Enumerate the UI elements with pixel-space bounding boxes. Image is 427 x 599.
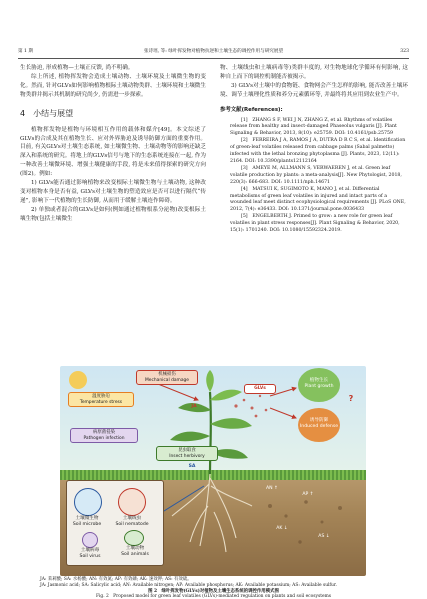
label-ja: JA (191, 404, 197, 409)
label-question-mark: ? (348, 394, 354, 403)
label-temperature-stress: 温度胁迫 Temperature stress (68, 392, 134, 407)
reference-item: [5] ENGELBERTH J. Primed to grow: a new role for green leaf volatiles in plant stress responses[J]. Plant Signaling & Behavior, 2020, 15(1): 1701240. DOI: 10.1080/15592324.2019. (230, 214, 400, 234)
label-plant-growth: 植物生长 Plant growth (304, 378, 334, 389)
reference-item: [2] FERREIRA J A, RAMOS J A, DUTRA D R C S, et al. Identification of green-leaf volatiles released from cabbage palms (Sabal palmetto) infected with the lethal bronzing phytoplasma [J]. Plants, 2023, 12(11): 2164. DOI: 10.3390/plants12112164 (230, 138, 406, 164)
paragraph: 植物挥发物是植物与环境相互作用的载体和媒介[49]。本文综述了GLVs的合成及其在植物生长、应对外界胁迫及诱导防御方面的重要作用。目前, 有关GLVs对土壤生态系统, 如土壤微生物、土壤动物等的影响还缺乏深入和系统的研究。将地上的GLVs信号与地下的生态系统连接在一起, 作为一种改善土壤微环境、增强土壤健康的手段, 将是未来值得探索的研究方向(图2)。例如: (20, 126, 206, 178)
paragraph: 生长胁迫, 形成植物—土壤正反馈, 尚不明确。 (20, 65, 134, 71)
running-header (18, 46, 409, 59)
label-as: AS ↓ (318, 534, 330, 539)
label-induced-defense: 诱导防御 Induced defense (299, 418, 339, 429)
figure-2-illustration (60, 366, 366, 576)
paragraph: 3) GLVs对土壤中的食物链、食物网会产生怎样的影响, 能否改善土壤环境、调节土壤理化性质和养分元素循环等, 并最终将其应用到农业生产中。 (220, 82, 408, 98)
figure-caption-zh: 图 2 绿叶挥发物(GLVs)对植物及土壤生态系统的调控作用模式图 (148, 589, 279, 594)
label-ap: AP ↑ (302, 492, 314, 497)
label-mechanical-damage: 机械损伤 Mechanical damage (136, 370, 198, 385)
paragraph: 1) GLVs能否通过影响植物来改变根际土壤微生物与土壤动物, 这种改变对植物本身是否有益, GLVs对土壤生物的塑造效应是否可以进行隔代“传递”, 影响下一代植物的生长防御, 从而用于缓解土壤连作障碍。 (20, 180, 206, 204)
issue-number: 第 1 期 (18, 49, 34, 54)
label-ak: AK ↓ (276, 526, 288, 531)
sun-icon (69, 371, 87, 389)
page-number: 323 (400, 49, 409, 54)
left-column (20, 64, 206, 224)
arrow-damage-to-plant (158, 384, 198, 400)
right-column (220, 64, 408, 235)
figure-abbreviations-zh: JA: 茉莉酸; SA: 水杨酸; AN: 有效氮; AP: 有效磷; AK: 速效钾; AS: 有效硫。 (40, 577, 192, 582)
reference-list (220, 118, 408, 235)
reference-item: [4] MATSUI K, SUGIMOTO K, MANO J, et al. Differential metabolisms of green leaf volatiles in injured and intact parts of a wounded leaf meet distinct ecophysiological requirements [J]. PLoS ONE, 2012, 7(4): e36433. DOI: 10.1371/journal.pone.0036433 (230, 186, 406, 213)
soil-virus-icon (82, 532, 98, 548)
root-system-icon (172, 474, 252, 552)
label-glvs: GLVs (244, 384, 276, 394)
label-soil-microbe: 土壤微生物 Soil microbe (72, 516, 102, 527)
soil-microbe-icon (74, 488, 102, 516)
soil-nematode-icon (118, 488, 146, 516)
label-insect-herbivory: 昆虫取食 Insect herbivory (156, 446, 218, 461)
label-pathogen-infection: 病原菌侵染 Pathogen infection (70, 428, 138, 443)
reference-item: [1] ZHANG S F, WEI J N, ZHANG Z, et al. Rhythms of volatiles release from healthy and insect-damaged Phaseolus vulgaris [J]. Plant Signaling & Behavior, 2013, 8(10): e25759. DOI: 10.4161/psb.25759 (230, 117, 397, 137)
running-title: 张诗瑶, 等: 绿叶挥发物对植物抗逆和土壤生态的调控作用与研究展望 (143, 49, 284, 54)
section-title: 4 小结与展望 (20, 108, 74, 118)
paragraph: 2) 单独或者混合的GLVs是如何(例如通过植物根系分泌物)改变根际土壤生物(包括土壤微生 (20, 206, 206, 222)
figure-abbreviations-en: JA: Jasmonic acid; SA: Salicylic acid; AN: Available nitrogen; AP: Available phosphorus; AK: Available potassium; AS: Available sulfur. (40, 583, 337, 588)
label-sa: SA (188, 464, 196, 469)
soil-animals-icon (124, 530, 144, 546)
label-soil-animals: 土壤动物 Soil animals (121, 546, 149, 557)
glv-emission-icon (234, 395, 267, 418)
references-title: 参考文献(References): (220, 106, 283, 113)
reference-item: [3] AMEYE M, ALLMANN S, VERWAEREN J, et al. Green leaf volatile production by plants: a meta-analysis[J]. New Phytologist, 2018, 220(3): 666-683. DOI: 10.1111/nph.14671 (230, 165, 402, 185)
paragraph: 综上所述, 植物挥发物会造成土壤动物、土壤环境及土壤微生物的变化。然而, 针对GLVs如何影响植物根际土壤动物类群、土壤环境和土壤微生物类群并揭示其机制的研究尚少, 仍需进一步探索。 (20, 73, 206, 98)
arrow-glvs-to-defense (270, 408, 296, 418)
figure-caption-en: Fig. 2 Proposed model for green leaf volatiles (GLVs)-mediated regulation on plants and soil ecosystems (95, 594, 332, 599)
label-soil-virus: 土壤病毒 Soil virus (79, 548, 101, 559)
label-an: AN ↑ (266, 486, 278, 491)
label-soil-nematode: 土壤线虫 Soil nematode (115, 516, 149, 527)
paragraph: 物、土壤线虫和土壤病毒等)类群丰度的, 对生物地球化学循环有何影响, 这种自上而下的调控机制能否被揭示。 (220, 65, 408, 80)
